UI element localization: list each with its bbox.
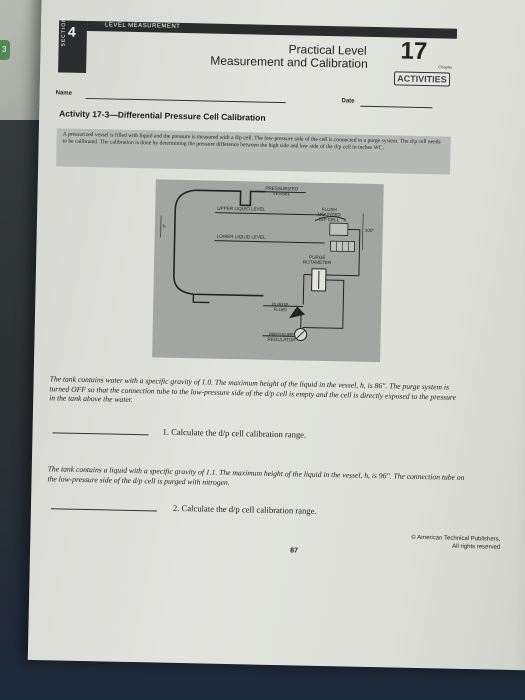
page-title-line2: Measurement and Calibration [210, 53, 368, 71]
level-measurement-bar [87, 21, 457, 39]
dp-cell-diagram [152, 179, 384, 362]
pressure-regulator-label: PRESSURE REGULATOR [267, 331, 296, 343]
height-h-label: h [162, 223, 166, 229]
page-shading [513, 0, 525, 671]
copyright-line2: All rights reserved [452, 543, 501, 551]
name-date-row [55, 90, 445, 110]
section-label: SECTION [60, 17, 68, 47]
problem-1-text: The tank contains water with a specific gravity of 1.0. The maximum height of the liquid in the vessel, h, is 86". The purge system is turned OFF so that the connection tube to the low-pressure side of the d/p cell is empty and the cell is directly exposed to the pressure in the tank above the water. [49, 374, 457, 405]
activity-title: Activity 17-3—Differential Pressure Cell Calibration [59, 108, 266, 123]
copyright-notice [380, 533, 500, 552]
upper-liquid-level-label: UPPER LIQUID LEVEL [217, 205, 266, 212]
section-number: 4 [67, 23, 76, 40]
date-label: Date [341, 98, 355, 105]
previous-page-number: 3 [2, 45, 7, 54]
problem-2-text: The tank contains a liquid with a specific gravity of 1.1. The maximum height of the liquid in the vessel, h, is 96". The connection tube on the low-pressure side of the d/p cell is purged with nitrogen. [47, 464, 465, 487]
lower-liquid-level-label: LOWER LIQUID LEVEL [216, 233, 266, 240]
date-field[interactable] [360, 106, 432, 109]
activity-intro: A pressurized vessel is filled with liquid and the pressure is measured with a d/p cell. The low-pressure side of the cell is connected to a purge system. The d/p cell needs to be calibrated. The calibration is done by determining the pressure difference between the high side and low side of the d/p cell in inches WC. [56, 128, 451, 174]
activities-badge: ACTIVITIES [394, 71, 450, 86]
question-1: 1. Calculate the d/p cell calibration range. [162, 426, 307, 440]
section-tab [58, 17, 87, 73]
dimension-100-label: 100" [364, 227, 375, 234]
question-2: 2. Calculate the d/p cell calibration range. [172, 502, 317, 516]
pressurized-vessel-label: PRESSURIZED VESSEL [265, 185, 299, 197]
page-number: 87 [290, 547, 298, 555]
page-title-line1: Practical Level [288, 42, 367, 58]
name-field[interactable] [86, 98, 286, 103]
workbook-page [28, 0, 525, 671]
answer-1-field[interactable] [53, 432, 149, 435]
copyright-line1: © American Technical Publishers, [411, 534, 501, 543]
purge-fluid-label: PURGE FLUID [272, 301, 289, 313]
chapter-word: Chapter [438, 64, 453, 70]
level-measurement-label: LEVEL MEASUREMENT [105, 22, 181, 30]
purge-rotameter-label: PURGE ROTAMETER [302, 254, 332, 266]
flush-mounted-dp-cell-label: FLUSH MOUNTED D/P CELL [317, 206, 341, 223]
chapter-number: 17 [400, 37, 428, 66]
name-label: Name [55, 90, 73, 97]
answer-2-field[interactable] [51, 508, 157, 511]
